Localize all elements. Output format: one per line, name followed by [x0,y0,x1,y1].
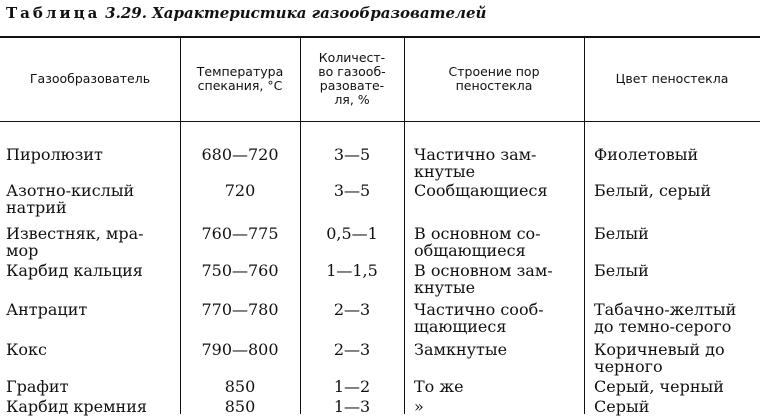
caption-label: Таблица [6,4,101,22]
cell-color: Серый, черный [594,377,724,396]
cell-agent: Кокс [6,340,47,359]
cell-pore-structure: » [414,397,424,416]
cell-pore-structure: В основном зам- кнутые [414,261,553,297]
cell-temperature: 680—720 [201,145,279,164]
cell-temperature: 760—775 [201,224,279,243]
caption-title: 3.29. Характеристика газообразователей [105,4,487,22]
cell-color: Фиолетовый [594,145,699,164]
cell-color: Коричневый до черного [594,340,725,376]
cell-pore-structure: Замкнутые [414,340,508,359]
table-row [0,341,760,377]
cell-color: Белый, серый [594,181,712,200]
cell-pore-structure: Сообщающиеся [414,181,548,200]
header-temperature: Температура спекания, °С [196,63,284,93]
header-agent: Газообразователь [29,70,151,86]
cell-agent: Карбид кремния [6,397,147,416]
cell-amount: 2—3 [333,300,371,319]
cell-color: Белый [594,224,649,243]
table-row [0,262,760,298]
cell-temperature: 720 [224,181,256,200]
cell-agent: Антрацит [6,300,88,319]
cell-agent: Пиролюзит [6,145,103,164]
table-row [0,225,760,261]
header-bottom-rule [0,121,760,122]
cell-temperature: 850 [224,397,256,416]
header-amount: Количест- во газооб- разовате- ля, % [318,49,386,107]
cell-pore-structure: Частично сооб- щающиеся [414,300,544,336]
cell-amount: 3—5 [333,181,371,200]
cell-temperature: 770—780 [201,300,279,319]
cell-temperature: 850 [224,377,256,396]
table-row [0,398,760,418]
header-color: Цвет пеностекла [615,70,729,86]
cell-color: Серый [594,397,650,416]
table-row [0,301,760,337]
cell-amount: 1—2 [333,377,371,396]
table-caption [6,4,486,22]
cell-amount: 1—3 [333,397,371,416]
cell-amount: 3—5 [333,145,371,164]
cell-agent: Карбид кальция [6,261,143,280]
cell-temperature: 750—760 [201,261,279,280]
table-row [0,182,760,218]
cell-amount: 0,5—1 [326,224,378,243]
cell-amount: 1—1,5 [326,261,378,280]
table-row [0,146,760,182]
cell-color: Белый [594,261,649,280]
cell-agent: Графит [6,377,69,396]
cell-pore-structure: То же [414,377,464,396]
cell-pore-structure: В основном со- общающиеся [414,224,541,260]
cell-temperature: 790—800 [201,340,279,359]
cell-amount: 2—3 [333,340,371,359]
cell-color: Табачно-желтый до темно-серого [594,300,737,336]
cell-pore-structure: Частично зам- кнутые [414,145,537,181]
cell-agent: Азотно-кислый натрий [6,181,135,217]
header-pore-structure: Строение пор пеностекла [448,63,540,93]
cell-agent: Известняк, мра- мор [6,224,144,260]
